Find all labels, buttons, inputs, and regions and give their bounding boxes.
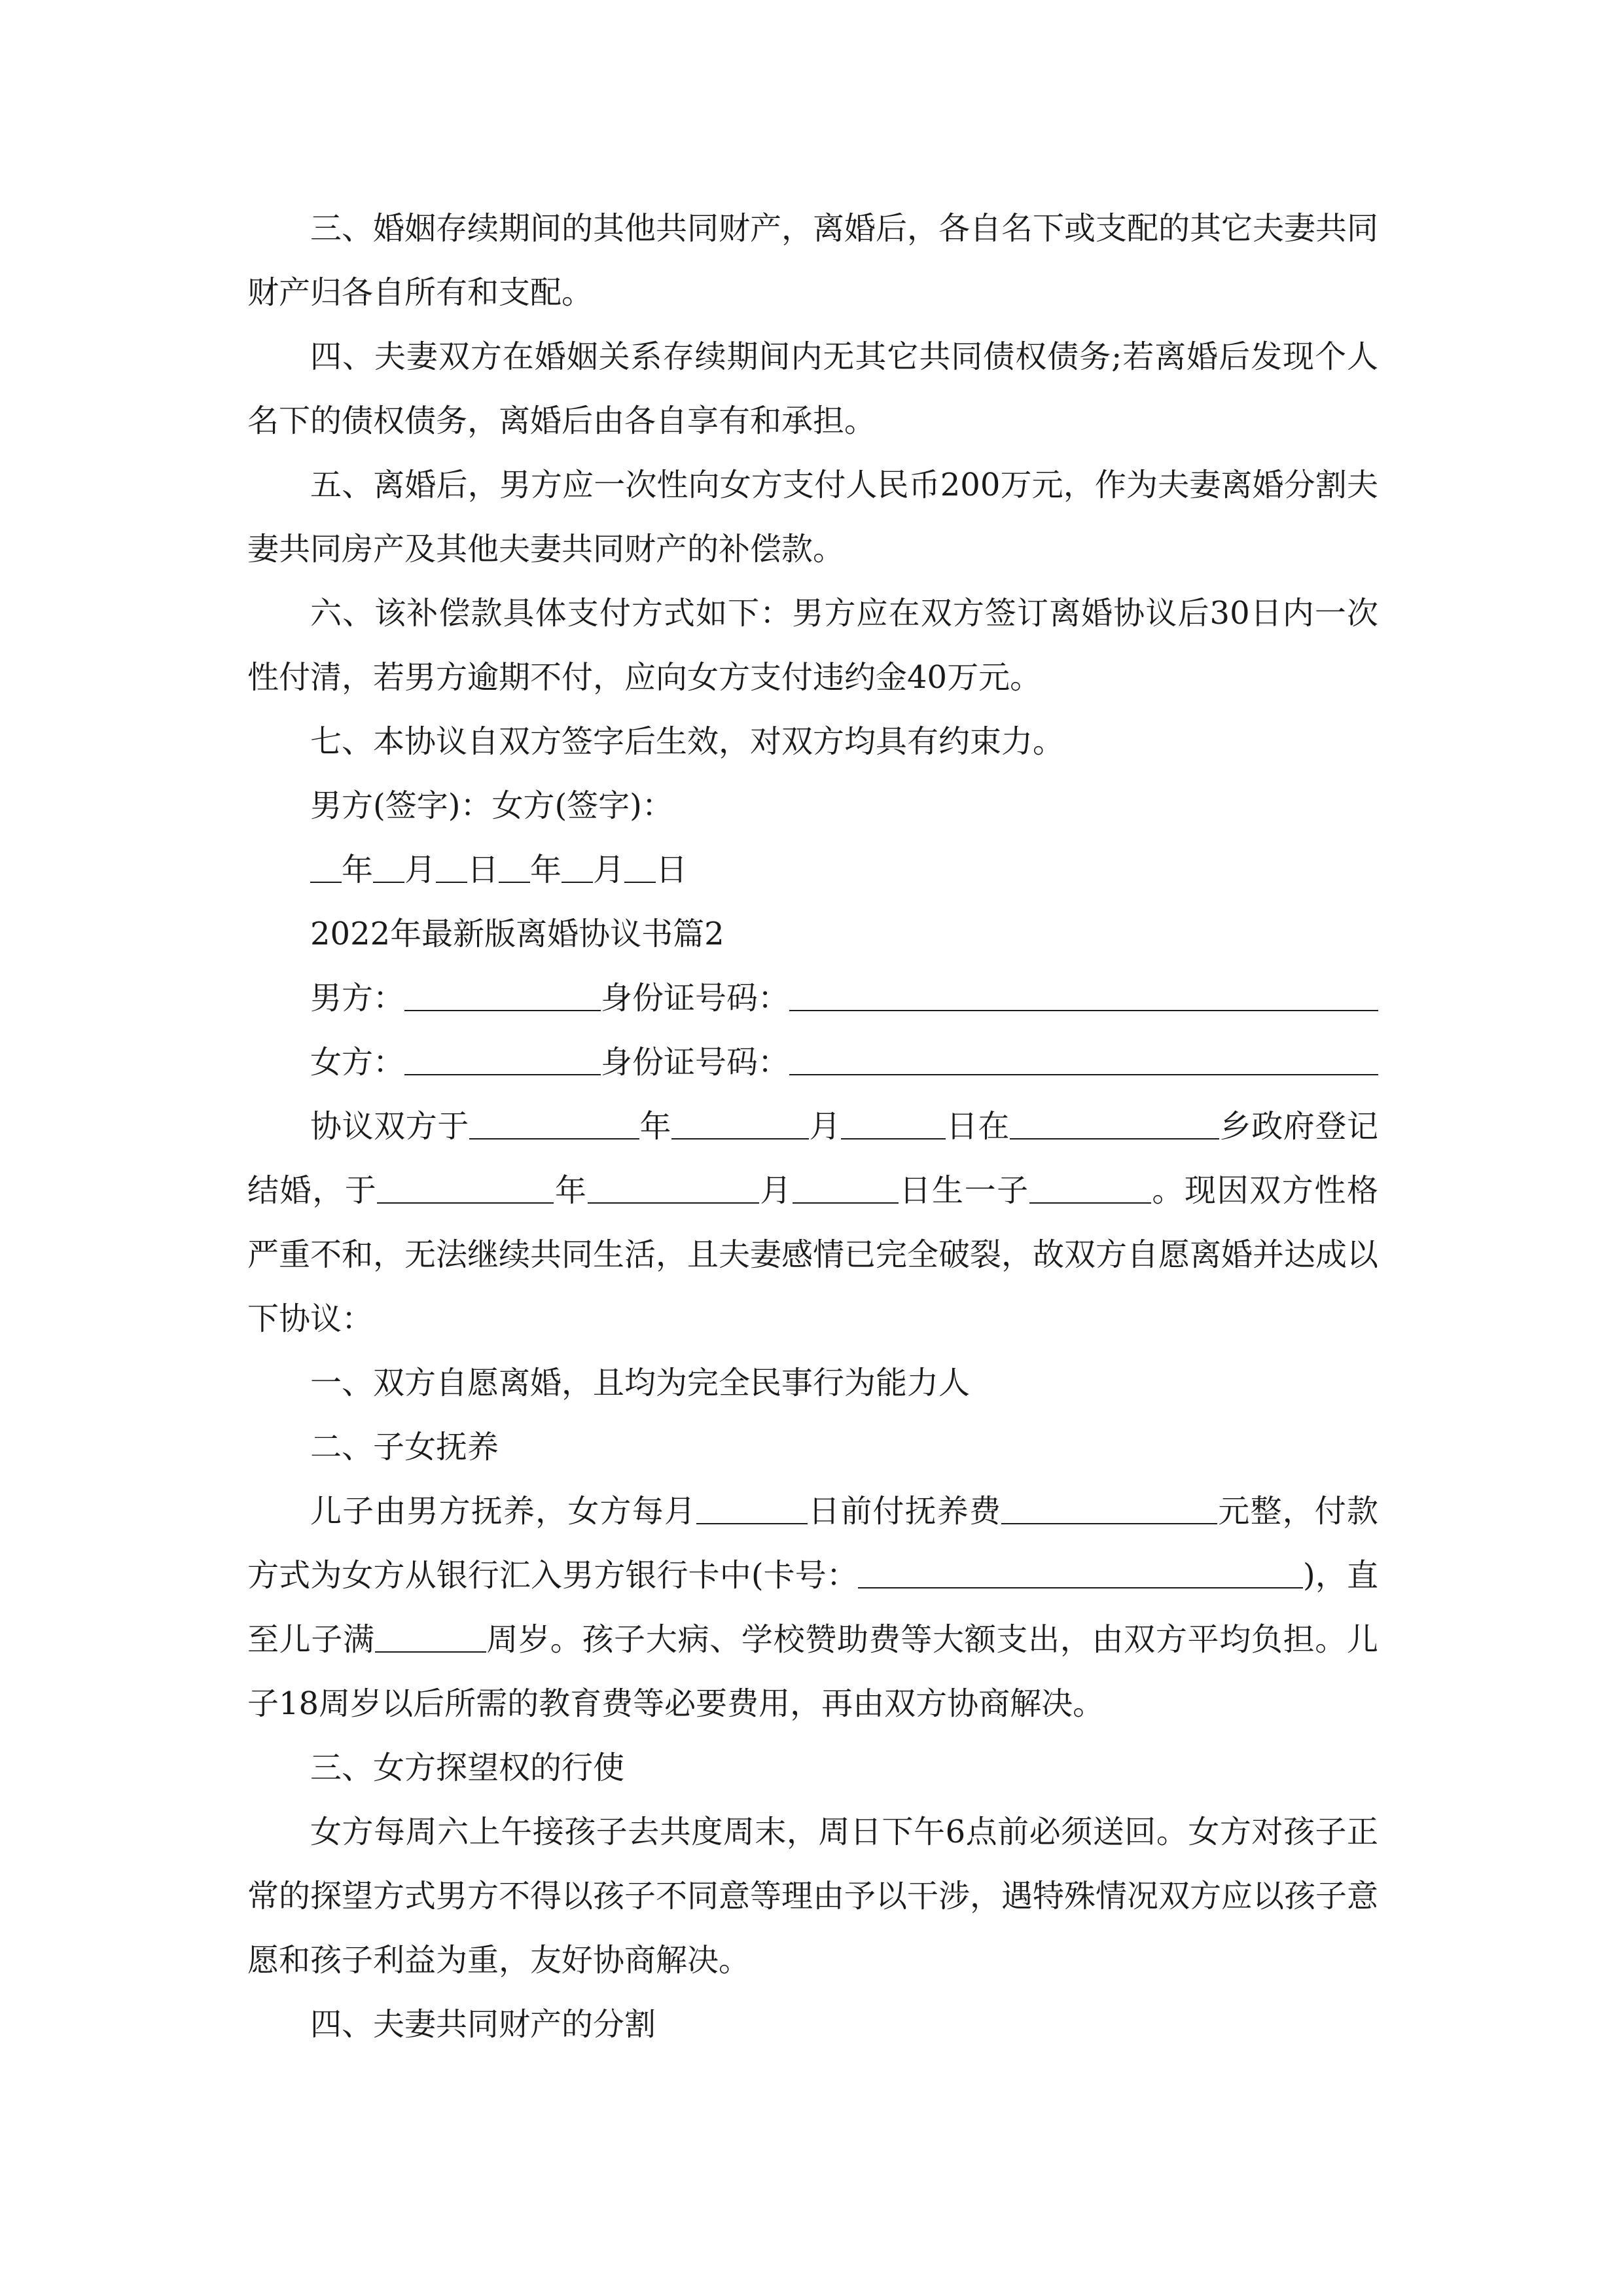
blank-field — [696, 1497, 808, 1524]
paragraph-effectiveness: 七、本协议自双方签字后生效，对双方均具有约束力。 — [310, 723, 1065, 760]
signature-line: 男方(签字)：女方(签字)： — [310, 787, 673, 824]
blank-field — [841, 1112, 946, 1139]
man-info-line: 男方： 身份证号码： — [247, 966, 1378, 1030]
blank-field — [373, 855, 404, 883]
blank-field — [562, 855, 593, 883]
blank-field — [469, 1112, 639, 1139]
blank-field — [1010, 1112, 1219, 1139]
blank-field — [789, 1048, 1378, 1075]
item-visitation: 三、女方探望权的行使 — [310, 1749, 625, 1786]
item-child-custody: 二、子女抚养 — [310, 1429, 499, 1465]
item-voluntary-divorce: 一、双方自愿离婚，且均为完全民事行为能力人 — [310, 1365, 971, 1401]
paragraph-compensation: 五、离婚后，男方应一次性向女方支付人民币200万元，作为夫妻离婚分割夫妻共同房产及其他夫妻共同财产的补偿款。 — [247, 467, 1378, 567]
item-property-division: 四、夫妻共同财产的分割 — [310, 2006, 656, 2043]
blank-field — [588, 1176, 759, 1204]
blank-field — [436, 855, 467, 883]
date-line: 年 月 日 年 月 日 — [247, 838, 1378, 902]
blank-field — [793, 1176, 899, 1204]
document-body — [247, 196, 1378, 2056]
blank-field — [404, 1048, 601, 1075]
blank-field — [310, 855, 342, 883]
blank-field — [671, 1112, 809, 1139]
paragraph-debts: 四、夫妻双方在婚姻关系存续期间内无其它共同债权债务;若离婚后发现个人名下的债权债务，离婚后由各自享有和承担。 — [247, 338, 1378, 439]
blank-field — [1001, 1497, 1217, 1524]
blank-field — [499, 855, 530, 883]
paragraph-visitation: 女方每周六上午接孩子去共度周末，周日下午6点前必须送回。女方对孩子正常的探望方式男方不得以孩子不同意等理由予以干涉，遇特殊情况双方应以孩子意愿和孩子利益为重，友好协商解决。 — [247, 1814, 1379, 1979]
woman-info-line: 女方： 身份证号码： — [247, 1030, 1378, 1094]
blank-field — [375, 1625, 486, 1653]
blank-field — [404, 984, 601, 1011]
blank-field — [377, 1176, 554, 1204]
blank-field — [1029, 1176, 1151, 1204]
paragraph-other-property: 三、婚姻存续期间的其他共同财产，离婚后，各自名下或支配的其它夫妻共同财产归各自所有和支配。 — [247, 210, 1379, 311]
section-title: 2022年最新版离婚协议书篇2 — [310, 916, 724, 952]
blank-field — [789, 984, 1378, 1011]
blank-field — [858, 1561, 1303, 1588]
paragraph-marriage-intro: 协议双方于 年 月 日在 乡政府登记结婚，于 年 月 日生一子 。现因双方性格严重不和，无法继续共同生活，且夫妻感情已完全破裂，故双方自愿离婚并达成以下协议： — [247, 1108, 1379, 1337]
blank-field — [624, 855, 656, 883]
paragraph-payment-method: 六、该补偿款具体支付方式如下：男方应在双方签订离婚协议后30日内一次性付清，若男方逾期不付，应向女方支付违约金40万元。 — [247, 595, 1378, 696]
paragraph-child-support: 儿子由男方抚养，女方每月 日前付抚养费 元整，付款方式为女方从银行汇入男方银行卡中(卡号： )，直至儿子满 周岁。孩子大病、学校赞助费等大额支出，由双方平均负担。儿子18周岁以后所需的教育费等必要费用，再由双方协商解决。 — [247, 1493, 1378, 1722]
